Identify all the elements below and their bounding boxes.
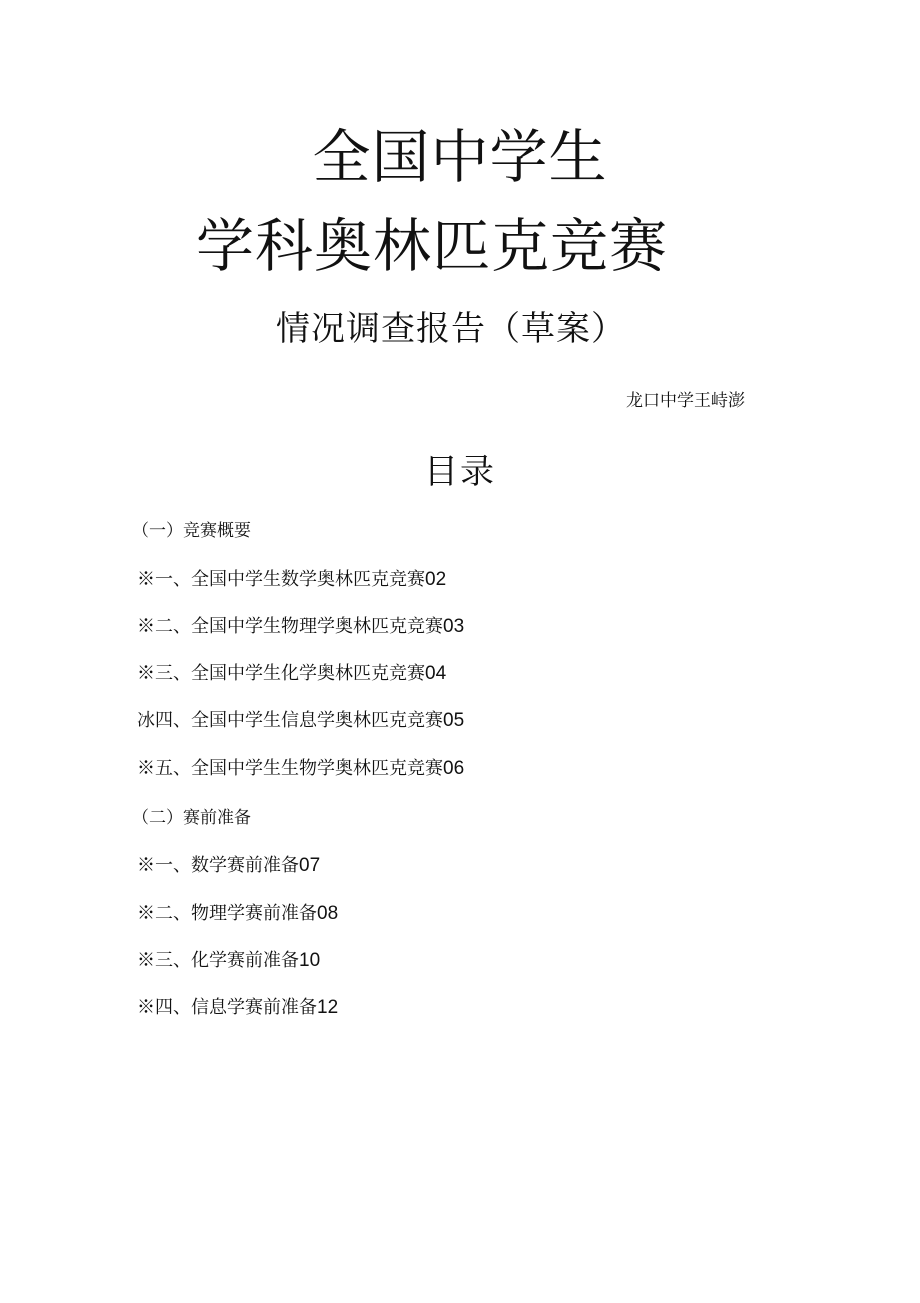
toc-item[interactable] [137, 856, 320, 875]
subtitle: 情况调查报告（草案） [276, 309, 626, 349]
toc-item-text: ※二、全国中学生物理学奥林匹克竞赛 [137, 616, 443, 637]
toc-item-text: 冰四、全国中学生信息学奥林匹克竞赛 [137, 710, 443, 731]
toc-item[interactable] [137, 998, 338, 1017]
toc-item[interactable] [137, 711, 464, 730]
toc-item-text: ※一、全国中学生数学奥林匹克竞赛 [137, 569, 425, 590]
toc-item-page: 10 [299, 950, 321, 971]
toc-item[interactable] [137, 570, 446, 589]
title-line-1: 全国中学生 [312, 123, 608, 191]
toc-item-page: 12 [317, 997, 339, 1018]
toc-item-page: 07 [299, 855, 321, 876]
toc-item-text: ※三、化学赛前准备 [137, 950, 299, 971]
author-line: 龙口中学王峙澎 [626, 391, 745, 411]
toc-item[interactable] [137, 951, 320, 970]
toc-item-text: ※一、数学赛前准备 [137, 855, 299, 876]
toc-item-text: ※三、全国中学生化学奥林匹克竞赛 [137, 663, 425, 684]
toc-item-page: 08 [317, 903, 339, 924]
toc-item[interactable] [137, 664, 446, 683]
toc-section-heading: （二）赛前准备 [132, 808, 251, 828]
toc-item-page: 03 [443, 616, 465, 637]
toc-title: 目录 [424, 452, 496, 492]
toc-item-text: ※五、全国中学生生物学奥林匹克竞赛 [137, 758, 443, 779]
toc-item-text: ※二、物理学赛前准备 [137, 903, 317, 924]
toc-item-page: 04 [425, 663, 447, 684]
toc-item[interactable] [137, 759, 464, 778]
toc-section-heading: （一）竞赛概要 [132, 521, 251, 541]
toc-item[interactable] [137, 617, 464, 636]
title-line-2: 学科奥林匹克竞赛 [196, 212, 669, 280]
toc-item-page: 05 [443, 710, 465, 731]
toc-item[interactable] [137, 904, 338, 923]
toc-item-page: 02 [425, 569, 447, 590]
toc-item-text: ※四、信息学赛前准备 [137, 997, 317, 1018]
toc-item-page: 06 [443, 758, 465, 779]
